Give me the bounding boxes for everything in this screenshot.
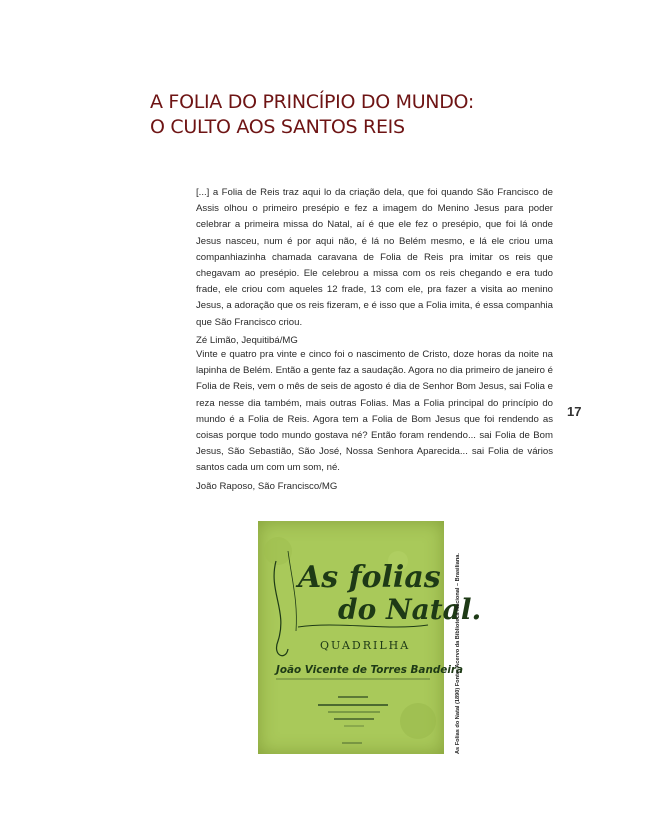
flourish-left [274,561,288,656]
quote-attribution-2: João Raposo, São Francisco/MG [196,480,338,492]
cover-title-line-1: As folias [298,560,441,595]
quote-text-1: [...] a Folia de Reis traz aqui lo da criação dela, que foi quando São Francisco de Assis olhou o primeiro presépio e fez a imagem do Menino Jesus para poder celebrar a primeira missa do Natal, aí é que ele fez o presépio, que foi lá onde Jesus nasceu, num é por aqui não, é lá no Belém mesmo, e lá ele criou uma companhiazinha chamada caravana de Folia de Reis pra imitar os reis que chegavam ao presépio. Ele celebrou a missa com os reis chegando e era tudo frade, ele criou com aqueles 12 frade, 13 com ele, pra fazer a visita ao menino Jesus, a adoração que os reis fizeram, e é isso que a Folia imita, é essa companhia que São Francisco criou. [196,187,553,328]
cover-subtitle: QUADRILHA [320,639,411,652]
page-title [150,90,474,140]
cover-title-line-2: do Natal. [338,593,482,626]
figure-caption: As Folias do Natal (1890) Fonte: Acervo da Biblioteca Nacional – Brasiliana. [455,553,461,754]
quote-text-2: Vinte e quatro pra vinte e cinco foi o nascimento de Cristo, doze horas da noite na lapinha de Belém. Então a gente faz a saudação. Agora no dia primeiro de janeiro é Folia de Reis, vem o mês de seis de agosto é dia de Senhor Bom Jesus, sai Folia e reza nesse dia também, mais outras Folias. Mas a Folia principal do princípio do mundo é a Folia de Reis. Agora tem a Folia de Bom Jesus que foi rendendo as coisas porque todo mundo gostava né? Então foram rendendo... sai Folia de Bom Jesus, São Sebastião, São José, Nossa Senhora Aparecida... sai Folia de vários santos cada um com um som, né. [196,349,553,474]
quote-attribution-1: Zé Limão, Jequitibá/MG [196,334,298,346]
quote-block-1 [196,185,553,349]
title-line-2: O CULTO AOS SANTOS REIS [150,116,405,138]
page-number: 17 [567,404,582,419]
cover-author: João Vicente de Torres Bandeira [276,664,464,676]
title-line-1: A FOLIA DO PRINCÍPIO DO MUNDO: [150,91,474,113]
quote-block-2 [196,347,553,495]
figure-caption-container [449,521,461,754]
